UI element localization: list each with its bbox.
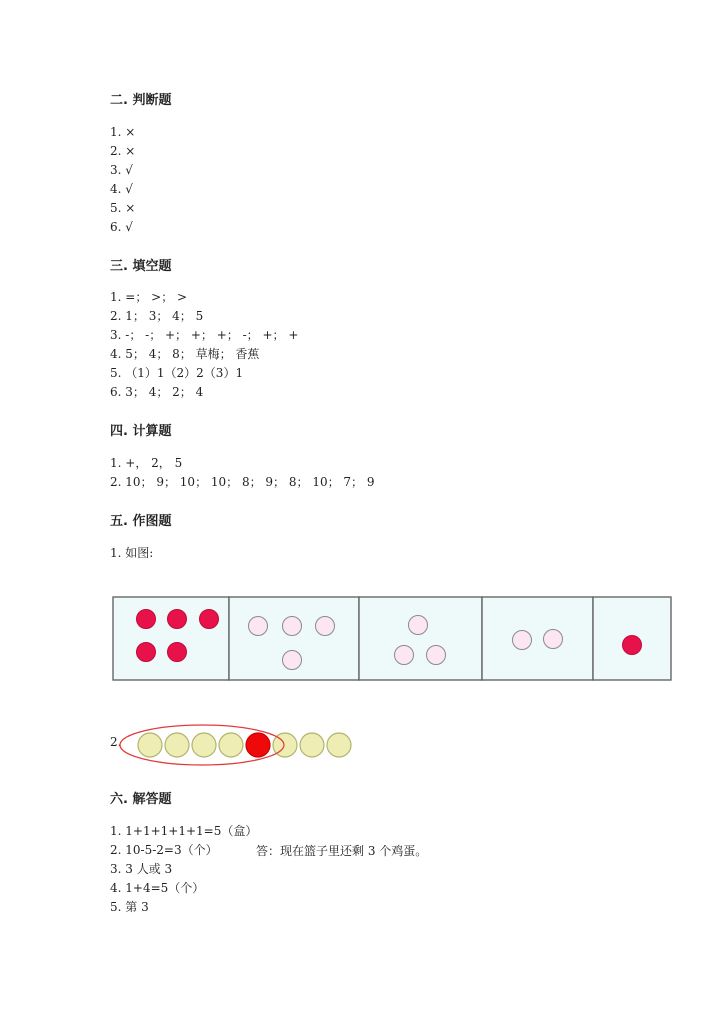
section-title-word-problems: 六. 解答题 bbox=[110, 792, 172, 807]
fill-answer-3: 3. -； -； +； +； +； -； +； + bbox=[110, 328, 299, 342]
fill-answer-4: 4. 5； 4； 8； 草梅； 香蕉 bbox=[110, 347, 260, 361]
judgement-answer-4: 4. √ bbox=[110, 182, 133, 196]
dot-red-group1-3 bbox=[200, 610, 219, 629]
judgement-answer-6: 6. √ bbox=[110, 220, 133, 234]
judgement-answer-2: 2. × bbox=[110, 144, 136, 158]
dot-pink-group4-1 bbox=[513, 631, 532, 650]
dot-pink-group3-1 bbox=[409, 616, 428, 635]
fill-answer-2: 2. 1； 3； 4； 5 bbox=[110, 309, 204, 323]
judgement-answer-5: 5. × bbox=[110, 201, 136, 215]
judgement-answer-3: 3. √ bbox=[110, 163, 133, 177]
dot-pink-group3-3 bbox=[427, 646, 446, 665]
dot-red-group1-5 bbox=[168, 643, 187, 662]
judgement-answer-1: 1. × bbox=[110, 125, 136, 139]
calc-answer-2: 2. 10； 9； 10； 10； 8； 9； 8； 10； 7； 9 bbox=[110, 475, 375, 489]
dot-red-group1-1 bbox=[137, 610, 156, 629]
word-answer-5: 5. 第 3 bbox=[110, 900, 149, 914]
bead-2 bbox=[165, 733, 189, 757]
fill-answer-5: 5. （1）1（2）2（3）1 bbox=[110, 366, 244, 380]
drawing-answer-2-label: 2. bbox=[110, 735, 122, 749]
dot-pink-group2-1 bbox=[249, 617, 268, 636]
section-title-judgement: 二. 判断题 bbox=[110, 93, 172, 108]
word-answer-2: 2. 10-5-2=3（个） bbox=[110, 843, 218, 857]
section-title-calculation: 四. 计算题 bbox=[110, 424, 172, 439]
dot-red-group5-1 bbox=[623, 636, 642, 655]
bead-4 bbox=[219, 733, 243, 757]
bead-highlighted bbox=[246, 733, 270, 757]
dot-groups-figure bbox=[112, 596, 672, 684]
dot-red-group1-4 bbox=[137, 643, 156, 662]
dot-pink-group2-2 bbox=[283, 617, 302, 636]
bead-7 bbox=[300, 733, 324, 757]
bead-3 bbox=[192, 733, 216, 757]
dot-pink-group2-3 bbox=[316, 617, 335, 636]
bead-1 bbox=[138, 733, 162, 757]
word-answer-2-statement: 答：现在篮子里还剩 3 个鸡蛋。 bbox=[256, 844, 428, 858]
calc-answer-1: 1. +， 2， 5 bbox=[110, 456, 183, 470]
dot-group-box-4 bbox=[482, 597, 593, 680]
bead-row-figure bbox=[110, 720, 360, 770]
word-answer-3: 3. 3 人或 3 bbox=[110, 862, 173, 876]
dot-red-group1-2 bbox=[168, 610, 187, 629]
dot-pink-group3-2 bbox=[395, 646, 414, 665]
drawing-answer-1-label: 1. 如图: bbox=[110, 546, 154, 560]
dot-pink-group2-4 bbox=[283, 651, 302, 670]
fill-answer-1: 1. =； >； > bbox=[110, 290, 188, 304]
section-title-drawing: 五. 作图题 bbox=[110, 514, 172, 529]
bead-8 bbox=[327, 733, 351, 757]
word-answer-1: 1. 1+1+1+1+1=5（盒） bbox=[110, 824, 258, 838]
dot-group-box-3 bbox=[359, 597, 482, 680]
section-title-fill-blank: 三. 填空题 bbox=[110, 259, 172, 274]
dot-pink-group4-2 bbox=[544, 630, 563, 649]
fill-answer-6: 6. 3； 4； 2； 4 bbox=[110, 385, 204, 399]
word-answer-4: 4. 1+4=5（个） bbox=[110, 881, 205, 895]
